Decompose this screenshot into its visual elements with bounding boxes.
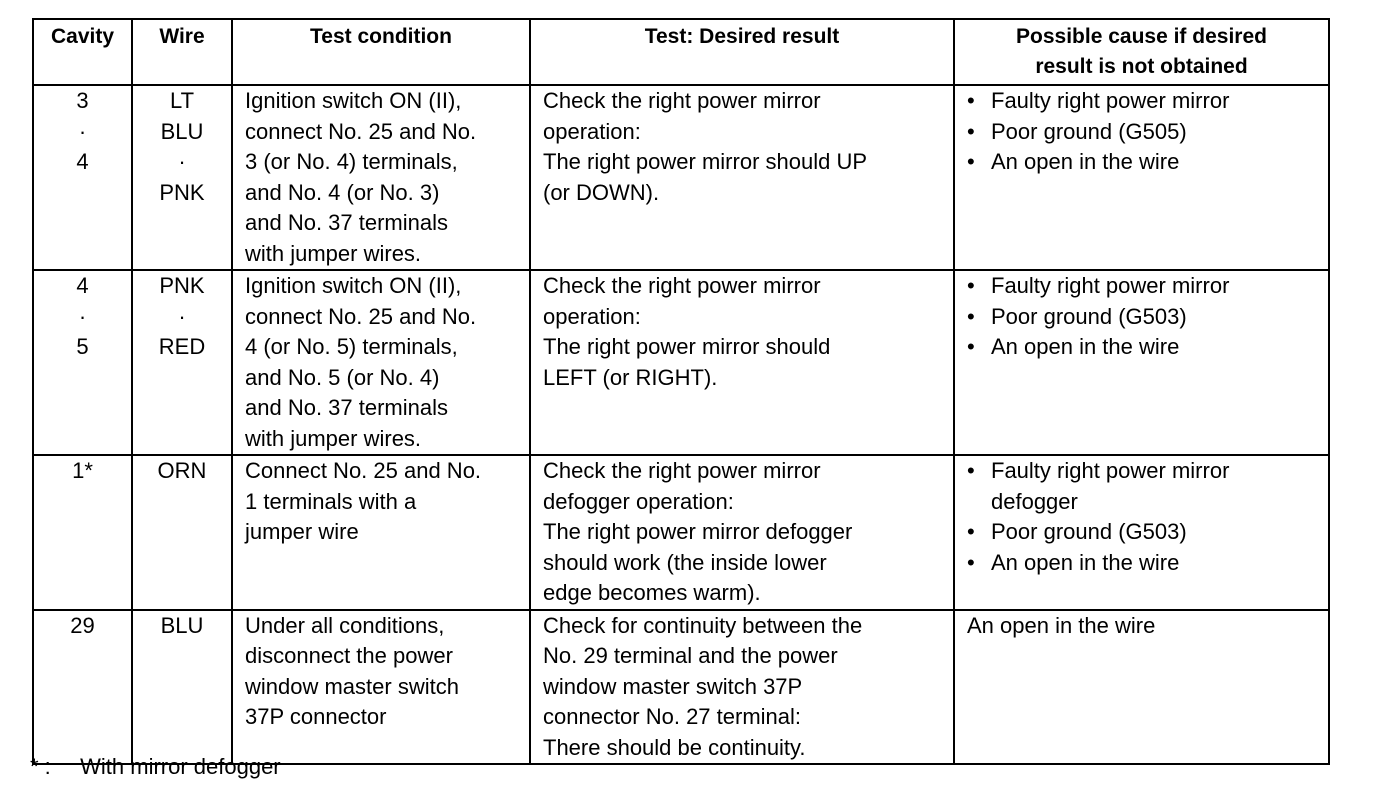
cause-item: • Poor ground (G503)	[967, 517, 1324, 548]
header-possible-cause-line: Possible cause if desired	[1016, 25, 1267, 48]
desired-result-cell	[530, 85, 954, 270]
wire-line: PNK	[159, 273, 205, 298]
wire-line: ·	[178, 149, 186, 174]
wire-line: PNK	[159, 179, 205, 205]
test-line: with jumper wires.	[245, 425, 422, 451]
wire-cell	[132, 455, 232, 610]
test-line: Ignition switch ON (II),	[245, 88, 462, 113]
cause-item: • An open in the wire	[967, 548, 1324, 579]
result-line: The right power mirror should	[543, 334, 831, 359]
test-line: 3 (or No. 4) terminals,	[245, 149, 458, 174]
cause-item-continuation: defogger	[991, 488, 1078, 514]
wire-cell	[132, 85, 232, 270]
test-line: 37P connector	[245, 704, 387, 729]
test-line: Connect No. 25 and No.	[245, 458, 482, 483]
result-line: Check the right power mirror	[543, 273, 821, 298]
cause-item: • Poor ground (G505)	[967, 117, 1324, 148]
test-line: and No. 37 terminals	[245, 210, 448, 235]
service-table	[32, 18, 1330, 765]
table-row	[33, 610, 1329, 765]
test-line: 1 terminals with a	[245, 488, 417, 514]
header-desired-result: Test: Desired result	[530, 19, 954, 85]
header-cavity: Cavity	[33, 19, 132, 85]
cavity-cell	[33, 270, 132, 455]
cavity-cell	[33, 610, 132, 765]
wire-line: ORN	[157, 458, 207, 483]
cavity-cell	[33, 455, 132, 610]
result-line: operation:	[543, 303, 641, 329]
cause-item: • Faulty right power mirror	[967, 86, 1324, 117]
cause-item: • An open in the wire	[967, 332, 1324, 363]
cause-item: • Faulty right power mirror	[967, 456, 1324, 487]
result-line: There should be continuity.	[543, 734, 806, 760]
result-line: edge becomes warm).	[543, 580, 761, 605]
cause-plain: An open in the wire	[967, 612, 1156, 638]
possible-cause-cell	[954, 85, 1329, 270]
result-line: Check the right power mirror	[543, 458, 821, 483]
cavity-line: ·	[78, 303, 87, 329]
possible-cause-cell	[954, 270, 1329, 455]
test-line: with jumper wires.	[245, 240, 422, 266]
test-condition-cell	[232, 85, 530, 270]
cavity-line: 3	[76, 88, 89, 113]
table-row	[33, 85, 1329, 270]
desired-result-cell	[530, 455, 954, 610]
header-possible-cause-line: result is not obtained	[1035, 55, 1248, 78]
test-line: connect No. 25 and No.	[245, 118, 477, 144]
footnote-text: With mirror defogger	[80, 754, 281, 779]
test-line: and No. 5 (or No. 4)	[245, 364, 440, 390]
desired-result-cell	[530, 610, 954, 765]
footnote	[30, 754, 281, 780]
cavity-line: 5	[76, 334, 89, 359]
wire-line: LT	[169, 88, 195, 113]
cause-item: • Faulty right power mirror	[967, 271, 1324, 302]
test-line: disconnect the power	[245, 643, 453, 668]
header-row	[33, 19, 1329, 85]
result-line: operation:	[543, 118, 641, 144]
test-condition-cell	[232, 610, 530, 765]
cavity-line: 4	[76, 273, 89, 298]
test-line: connect No. 25 and No.	[245, 303, 477, 329]
cavity-line: 29	[70, 612, 95, 638]
possible-cause-cell	[954, 455, 1329, 610]
header-test-condition: Test condition	[232, 19, 530, 85]
wire-cell	[132, 270, 232, 455]
result-line: The right power mirror defogger	[543, 519, 853, 544]
result-line: connector No. 27 terminal:	[543, 704, 802, 729]
result-line: No. 29 terminal and the power	[543, 643, 838, 668]
table-row	[33, 270, 1329, 455]
test-line: jumper wire	[245, 519, 359, 544]
test-line: window master switch	[245, 673, 459, 699]
test-line: Under all conditions,	[245, 612, 445, 638]
cavity-cell	[33, 85, 132, 270]
result-line: The right power mirror should UP	[543, 149, 868, 174]
wire-line: ·	[178, 303, 186, 329]
result-line: defogger operation:	[543, 488, 734, 514]
test-line: Ignition switch ON (II),	[245, 273, 462, 298]
result-line: Check for continuity between the	[543, 612, 863, 638]
cavity-line: 4	[76, 149, 89, 174]
wire-cell	[132, 610, 232, 765]
footnote-symbol: * :	[30, 754, 51, 779]
wire-line: BLU	[160, 118, 204, 144]
cavity-line: ·	[78, 118, 87, 144]
test-condition-cell	[232, 270, 530, 455]
cause-item: • Poor ground (G503)	[967, 302, 1324, 333]
result-line: (or DOWN).	[543, 179, 660, 205]
result-line: LEFT (or RIGHT).	[543, 364, 718, 390]
header-possible-cause	[954, 19, 1329, 85]
wire-line: RED	[158, 334, 206, 359]
result-line: window master switch 37P	[543, 673, 803, 699]
cause-item: • An open in the wire	[967, 147, 1324, 178]
test-line: 4 (or No. 5) terminals,	[245, 334, 458, 359]
header-wire: Wire	[132, 19, 232, 85]
result-line: should work (the inside lower	[543, 549, 827, 575]
test-line: and No. 4 (or No. 3)	[245, 179, 440, 205]
result-line: Check the right power mirror	[543, 88, 821, 113]
wire-line: BLU	[160, 612, 204, 638]
desired-result-cell	[530, 270, 954, 455]
table-row	[33, 455, 1329, 610]
test-condition-cell	[232, 455, 530, 610]
cavity-line: 1*	[72, 458, 93, 483]
possible-cause-cell	[954, 610, 1329, 765]
test-line: and No. 37 terminals	[245, 395, 448, 420]
